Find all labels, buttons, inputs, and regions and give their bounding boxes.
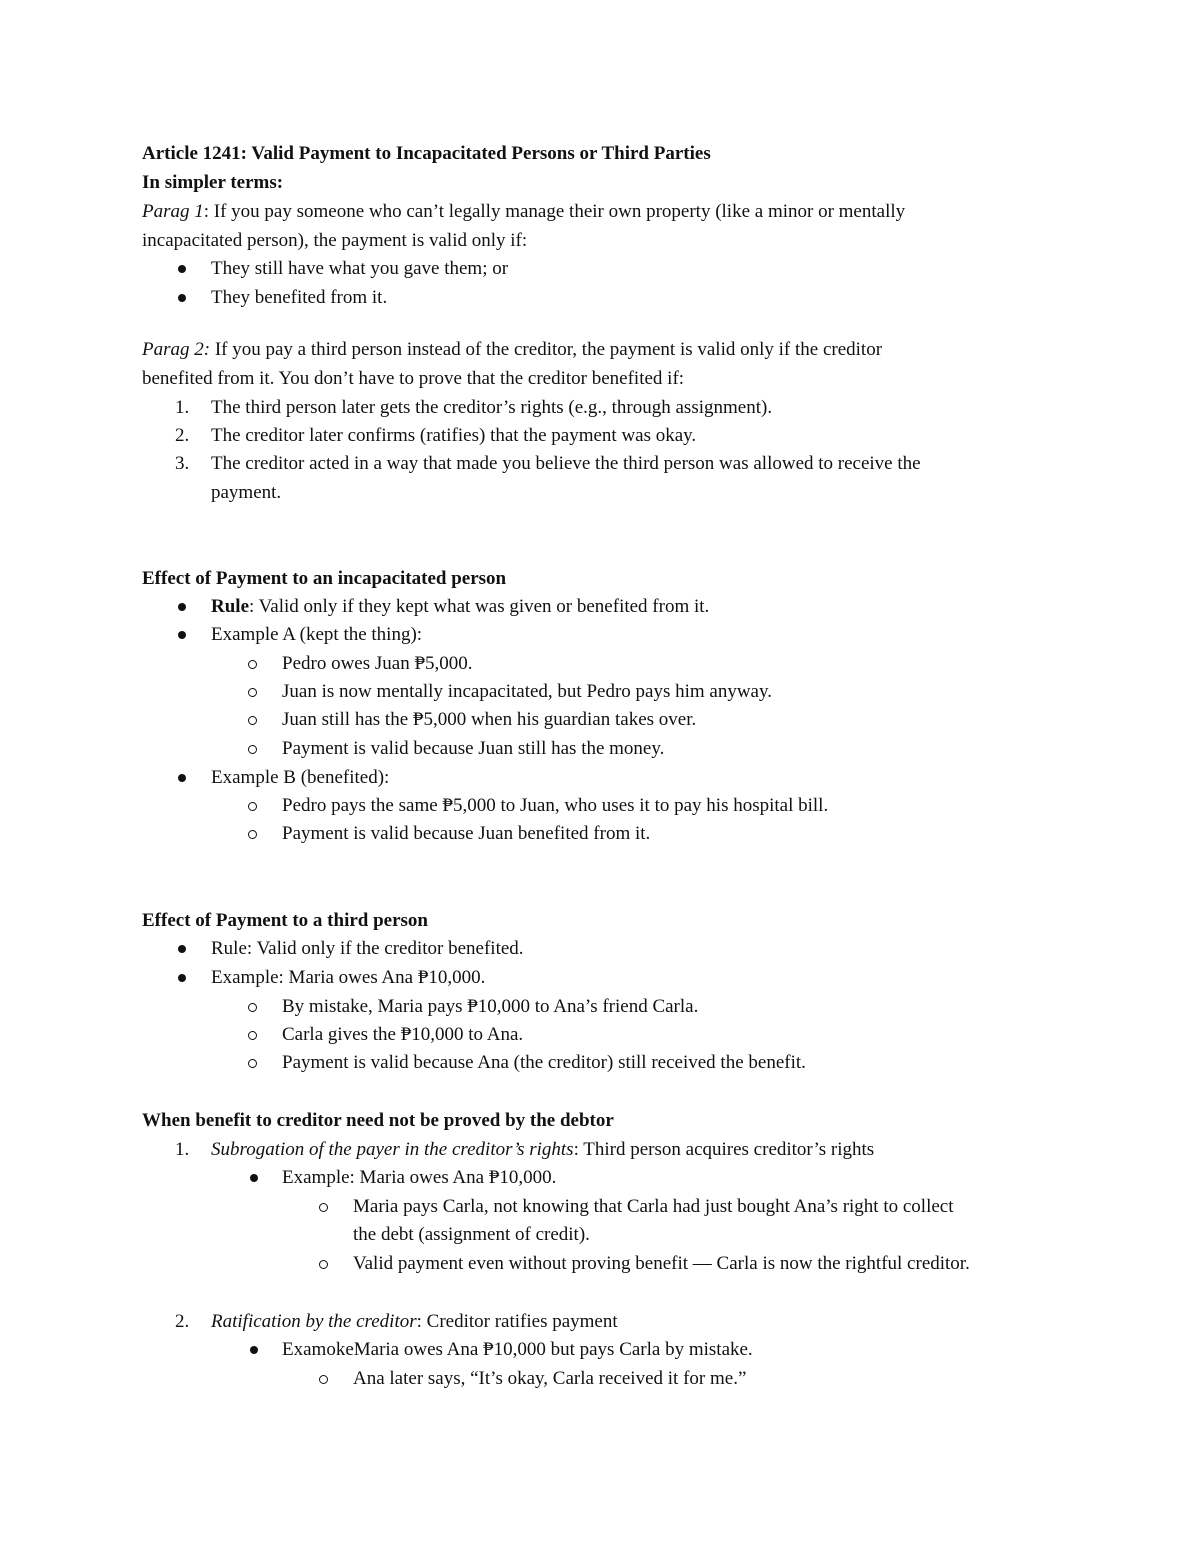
list-number: 1.: [175, 1139, 190, 1160]
item2-example: ExamokeMaria owes Ana ₱10,000 but pays Carla by mistake.: [282, 1339, 753, 1360]
bullet-dot: [178, 294, 186, 302]
bullet-dot: [250, 1346, 258, 1354]
parag1-text-a: If you pay someone who can’t legally manage their own property (like a minor or mentally: [209, 201, 906, 222]
bullet-circle: [248, 688, 257, 697]
third-person-item: Payment is valid because Ana (the creditor) still received the benefit.: [282, 1052, 806, 1073]
not-proved-item1: [211, 1137, 874, 1163]
parag1-label: Parag 1: [142, 201, 204, 222]
list-number: 2.: [175, 425, 190, 446]
third-person-item: Carla gives the ₱10,000 to Ana.: [282, 1024, 524, 1045]
section-heading-third-person: Effect of Payment to a third person: [142, 910, 429, 931]
parag1-text-b: incapacitated person), the payment is valid only if:: [142, 230, 528, 251]
parag2-item: The creditor acted in a way that made you believe the third person was allowed to receive the: [211, 453, 921, 474]
parag2-line: [142, 337, 882, 363]
example-b-heading: Example B (benefited):: [211, 767, 390, 788]
parag2-item: The creditor later confirms (ratifies) that the payment was okay.: [211, 425, 697, 446]
rule-text: : Valid only if they kept what was given or benefited from it.: [249, 596, 710, 617]
bullet-circle: [319, 1203, 328, 1212]
bullet-circle: [248, 830, 257, 839]
bullet-circle: [248, 1003, 257, 1012]
example-b-item: Pedro pays the same ₱5,000 to Juan, who uses it to pay his hospital bill.: [282, 795, 829, 816]
third-person-rule: Rule: Valid only if the creditor benefited.: [211, 938, 524, 959]
item1-label: Subrogation of the payer in the creditor’s rights: [211, 1139, 574, 1160]
example-a-item: Juan is now mentally incapacitated, but Pedro pays him anyway.: [282, 681, 773, 702]
example-a-item: Payment is valid because Juan still has the money.: [282, 738, 665, 759]
bullet-circle: [248, 802, 257, 811]
bullet-dot: [250, 1174, 258, 1182]
parag2-label: Parag 2:: [142, 339, 211, 360]
article-title: Article 1241: Valid Payment to Incapacitated Persons or Third Parties: [142, 143, 711, 164]
parag1-item: They still have what you gave them; or: [211, 258, 509, 279]
item1-sub-continued: the debt (assignment of credit).: [353, 1224, 590, 1245]
parag1-line: [142, 199, 905, 225]
parag2-text-b: benefited from it. You don’t have to prove that the creditor benefited if:: [142, 368, 685, 389]
item1-example: Example: Maria owes Ana ₱10,000.: [282, 1167, 557, 1188]
bullet-circle: [248, 716, 257, 725]
third-person-item: By mistake, Maria pays ₱10,000 to Ana’s friend Carla.: [282, 996, 699, 1017]
bullet-dot: [178, 603, 186, 611]
item2-sub: Ana later says, “It’s okay, Carla received it for me.”: [353, 1368, 747, 1389]
list-number: 1.: [175, 397, 190, 418]
list-number: 2.: [175, 1311, 190, 1332]
item1-sub: Valid payment even without proving benefit — Carla is now the rightful creditor.: [353, 1253, 970, 1274]
rule-label: Rule: [211, 596, 249, 617]
bullet-circle: [248, 1031, 257, 1040]
parag1-colon: :: [203, 201, 210, 222]
bullet-dot: [178, 945, 186, 953]
bullet-dot: [178, 774, 186, 782]
bullet-circle: [248, 745, 257, 754]
parag2-item-continued: payment.: [211, 482, 282, 503]
bullet-circle: [248, 1059, 257, 1068]
parag2-item: The third person later gets the creditor’s rights (e.g., through assignment).: [211, 397, 773, 418]
bullet-dot: [178, 974, 186, 982]
example-a-item: Juan still has the ₱5,000 when his guardian takes over.: [282, 709, 697, 730]
item1-text: : Third person acquires creditor’s rights: [573, 1139, 875, 1160]
bullet-circle: [248, 660, 257, 669]
section-heading-incapacitated: Effect of Payment to an incapacitated person: [142, 568, 507, 589]
bullet-circle: [319, 1260, 328, 1269]
incapacitated-rule: [211, 594, 709, 620]
item1-sub: Maria pays Carla, not knowing that Carla had just bought Ana’s right to collect: [353, 1196, 954, 1217]
list-number: 3.: [175, 453, 190, 474]
item2-label: Ratification by the creditor: [211, 1311, 417, 1332]
example-a-heading: Example A (kept the thing):: [211, 624, 423, 645]
third-person-example: Example: Maria owes Ana ₱10,000.: [211, 967, 486, 988]
parag2-text-a: If you pay a third person instead of the creditor, the payment is valid only if the creditor: [210, 339, 883, 360]
bullet-circle: [319, 1375, 328, 1384]
not-proved-item2: [211, 1309, 618, 1335]
article-subtitle: In simpler terms:: [142, 172, 284, 193]
bullet-dot: [178, 631, 186, 639]
example-b-item: Payment is valid because Juan benefited from it.: [282, 823, 651, 844]
bullet-dot: [178, 265, 186, 273]
parag1-item: They benefited from it.: [211, 287, 388, 308]
section-heading-not-proved: When benefit to creditor need not be proved by the debtor: [142, 1110, 614, 1131]
item2-text: : Creditor ratifies payment: [416, 1311, 618, 1332]
example-a-item: Pedro owes Juan ₱5,000.: [282, 653, 473, 674]
